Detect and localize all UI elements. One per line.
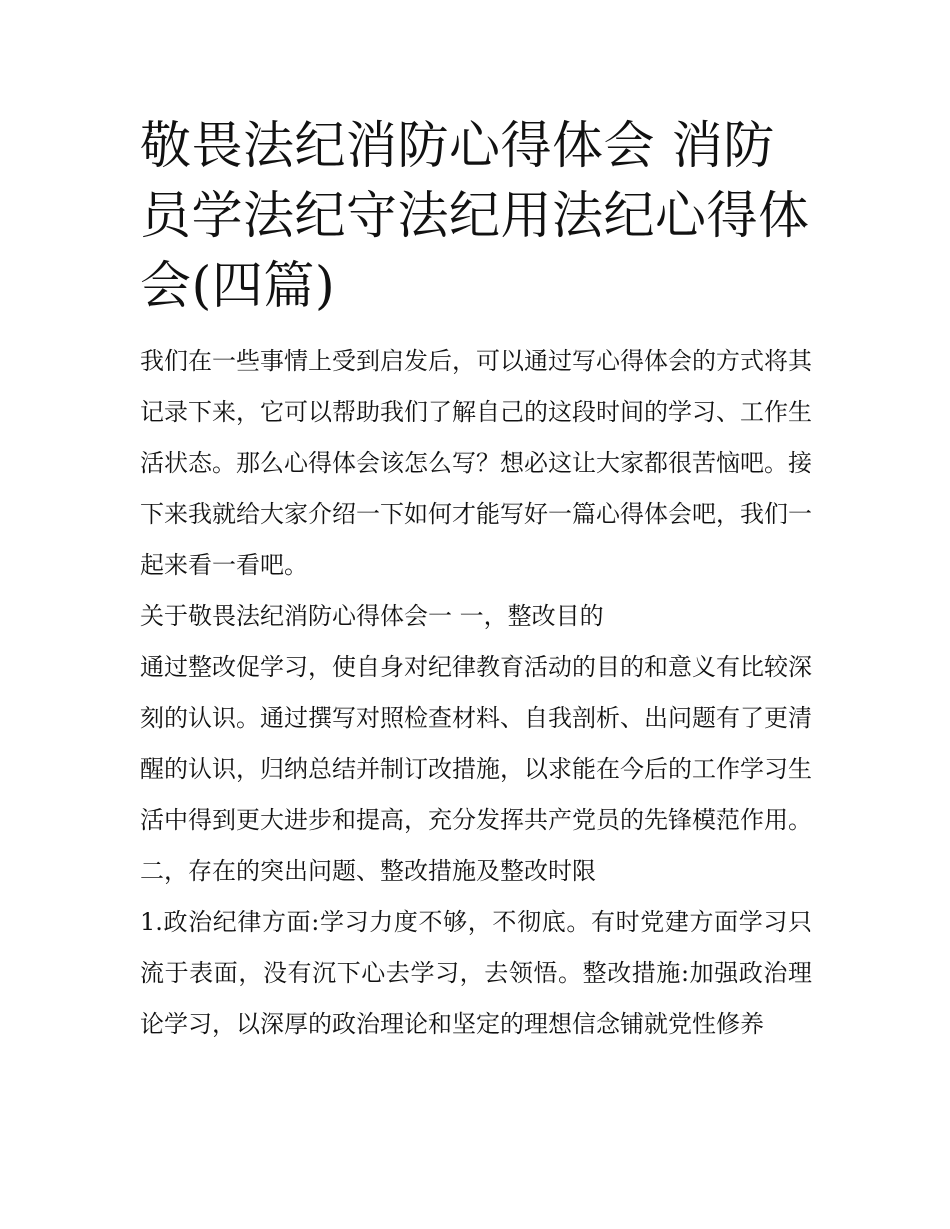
section-1-paragraph: 通过整改促学习，使自身对纪律教育活动的目的和意义有比较深刻的认识。通过撰写对照检查材料、自我剖析、出问题有了更清醒的认识，归纳总结并制订改措施，以求能在今后的工作学习生活中得到更大进步和提高，充分发挥共产党员的先锋模范作用。: [140, 653, 812, 834]
section-2-item-1: 1.政治纪律方面:学习力度不够，不彻底。有时党建方面学习只流于表面，没有沉下心去学习，去领悟。整改措施:加强政治理论学习，以深厚的政治理论和坚定的理想信念铺就党性修养: [140, 908, 812, 1038]
section-2-heading: 二，存在的突出问题、整改措施及整改时限: [140, 857, 596, 885]
intro-paragraph: 我们在一些事情上受到启发后，可以通过写心得体会的方式将其记录下来，它可以帮助我们了解自己的这段时间的学习、工作生活状态。那么心得体会该怎么写？想必这让大家都很苦恼吧。接下来我就给大家介绍一下如何才能写好一篇心得体会吧，我们一起来看一看吧。: [140, 347, 812, 579]
document-body: [140, 336, 812, 1050]
document-title: 敬畏法纪消防心得体会 消防员学法纪守法纪用法纪心得体会(四篇): [140, 117, 810, 316]
document-page: [140, 112, 812, 1050]
section-1-heading: 关于敬畏法纪消防心得体会一 一，整改目的: [140, 602, 604, 630]
